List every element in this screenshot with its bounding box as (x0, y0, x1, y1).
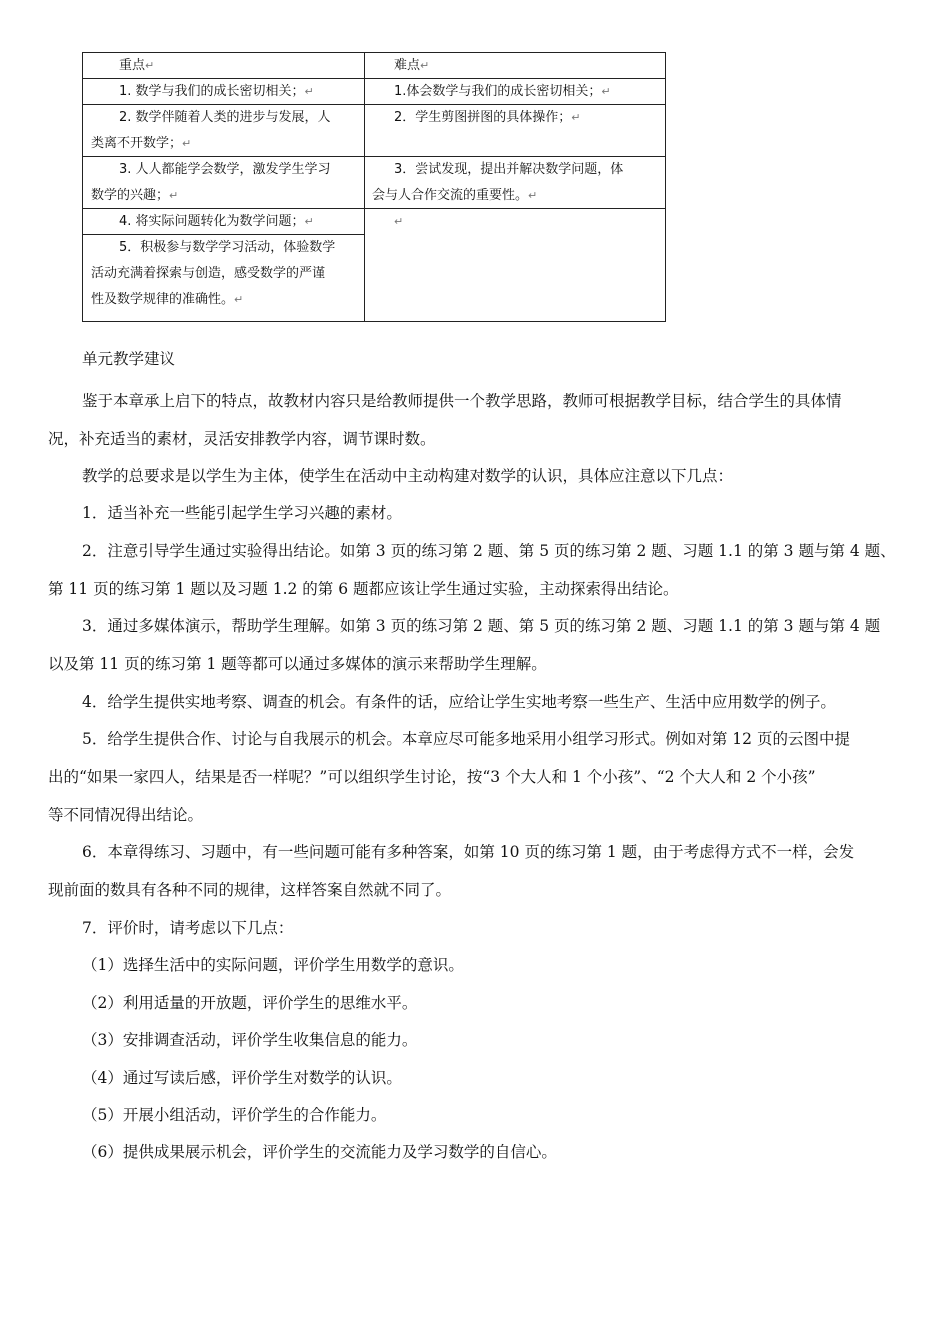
paragraph-line: 现前面的数具有各种不同的规律，这样答案自然就不同了。 (48, 881, 452, 899)
list-item: 4．给学生提供实地考察、调查的机会。有条件的话，应给让学生实地考察一些生产、生活中应用数学的例子。 (82, 693, 836, 711)
paragraph-line: 出的“如果一家四人，结果是否一样呢？”可以组织学生讨论，按“3 个大人和 1 个小孩”、“2 个大人和 2 个小孩” (48, 768, 816, 786)
sub-list-item: （5）开展小组活动，评价学生的合作能力。 (82, 1106, 387, 1124)
list-item: 7．评价时，请考虑以下几点： (82, 919, 294, 937)
left-row-3: 3. 人人都能学会数学，激发学生学习 数学的兴趣；↵ (83, 157, 364, 209)
list-item: 5．给学生提供合作、讨论与自我展示的机会。本章应尽可能多地采用小组学习形式。例如对第 12 页的云图中提 (82, 730, 850, 748)
left-row-2: 2. 数学伴随着人类的进步与发展，人 类离不开数学；↵ (83, 105, 364, 157)
left-header: 重点 (119, 58, 146, 73)
paragraph-line: 况，补充适当的素材，灵活安排教学内容，调节课时数。 (48, 430, 436, 448)
paragraph-line: 教学的总要求是以学生为主体，使学生在活动中主动构建对数学的认识，具体应注意以下几点： (82, 467, 734, 485)
list-item: 3．通过多媒体演示，帮助学生理解。如第 3 页的练习第 2 题、第 5 页的练习第 2 题、习题 1.1 的第 3 题与第 4 题 (82, 617, 881, 635)
paragraph-line: 以及第 11 页的练习第 1 题等都可以通过多媒体的演示来帮助学生理解。 (48, 655, 547, 673)
left-row-1: 1. 数学与我们的成长密切相关；↵ (83, 79, 364, 105)
list-item: 6．本章得练习、习题中，有一些问题可能有多种答案，如第 10 页的练习第 1 题，由于考虑得方式不一样，会发 (82, 843, 855, 861)
right-row-1: 1.体会数学与我们的成长密切相关；↵ (364, 79, 665, 105)
left-row-4: 4. 将实际问题转化为数学问题；↵ (83, 209, 364, 235)
key-points-table (82, 52, 666, 322)
difficulties-column (364, 53, 665, 321)
paragraph-line: 鉴于本章承上启下的特点，故教材内容只是给教师提供一个教学思路，教师可根据教学目标，结合学生的具体情 (82, 392, 842, 410)
right-header-cell: 难点↵ (364, 53, 665, 79)
right-header: 难点 (394, 58, 421, 73)
key-points-column (83, 53, 365, 321)
right-row-4: ↵ (394, 215, 404, 228)
paragraph-line: 等不同情况得出结论。 (48, 806, 204, 824)
sub-list-item: （2）利用适量的开放题，评价学生的思维水平。 (82, 994, 418, 1012)
right-row-3: 3．尝试发现，提出并解决数学问题，体 会与人合作交流的重要性。↵ (364, 157, 665, 209)
right-row-2: 2．学生剪图拼图的具体操作；↵ (364, 105, 665, 157)
left-header-cell: 重点↵ (83, 53, 364, 79)
sub-list-item: （4）通过写读后感，评价学生对数学的认识。 (82, 1069, 402, 1087)
list-item: 1．适当补充一些能引起学生学习兴趣的素材。 (82, 504, 402, 522)
sub-list-item: （3）安排调查活动，评价学生收集信息的能力。 (82, 1031, 418, 1049)
section-heading: 单元教学建议 (82, 350, 176, 368)
list-item: 2．注意引导学生通过实验得出结论。如第 3 页的练习第 2 题、第 5 页的练习第 2 题、习题 1.1 的第 3 题与第 4 题、 (82, 542, 896, 560)
paragraph-line: 第 11 页的练习第 1 题以及习题 1.2 的第 6 题都应该让学生通过实验，主动探索得出结论。 (48, 580, 679, 598)
sub-list-item: （1）选择生活中的实际问题，评价学生用数学的意识。 (82, 956, 464, 974)
sub-list-item: （6）提供成果展示机会，评价学生的交流能力及学习数学的自信心。 (82, 1143, 557, 1161)
left-row-5: 5．积极参与数学学习活动，体验数学 活动充满着探索与创造，感受数学的严谨 性及数学规律的准确性。↵ (91, 240, 336, 307)
